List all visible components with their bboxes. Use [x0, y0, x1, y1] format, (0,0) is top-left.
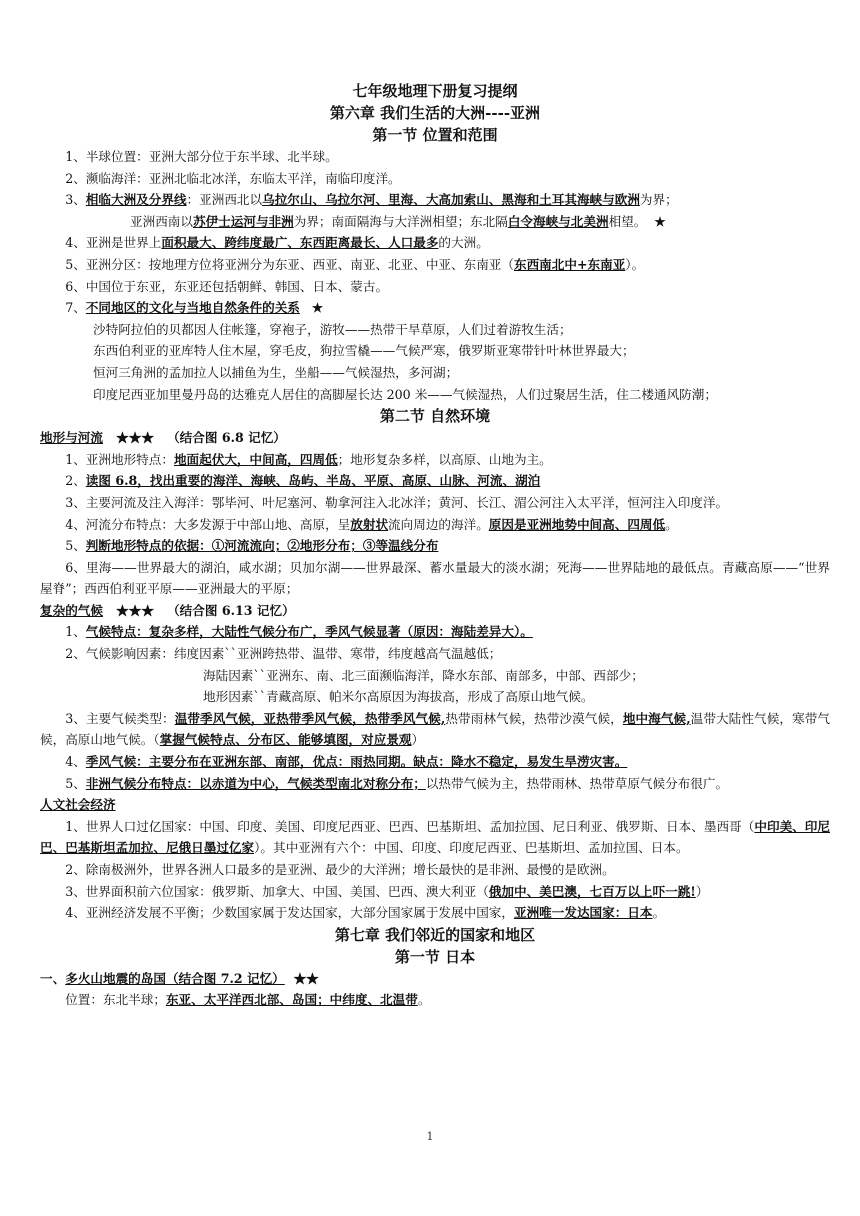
star-icon: ★★★ [116, 430, 154, 446]
item-population-continents: 2、除南极洲外，世界各洲人口最多的是亚洲、最少的大洋洲；增长最快的是非洲、最慢的是欧洲。 [65, 862, 615, 877]
subhead-climate: 复杂的气候 ★★★ （结合图 6.13 记忆） [40, 602, 295, 618]
culture-line-3: 恒河三角洲的孟加拉人以捕鱼为生，坐船——气候湿热，多河湖； [93, 364, 459, 380]
item-africa-climate: 5、非洲气候分布特点：以赤道为中心，气候类型南北对称分布；以热带气候为主，热带雨林、热带草原气候分布很广。 [65, 775, 729, 791]
star-icon: ★★ [293, 970, 319, 986]
item-monsoon: 4、季风气候：主要分布在亚洲东部、南部，优点：雨热同期。缺点：降水不稳定，易发生旱涝灾害。 [65, 754, 628, 770]
chapter-6-title: 第六章 我们生活的大洲----亚洲 [329, 104, 541, 122]
culture-line-4: 印度尼西亚加里曼丹岛的达雅克人居住的高脚屋长达 200 米——气候湿热，人们过聚居生活，住二楼通风防潮； [93, 386, 717, 402]
item-boundaries: 3、相临大洲及分界线：亚洲西北以乌拉尔山、乌拉尔河、里海、大高加索山、黑海和土耳其海峡与欧洲为界； [65, 192, 678, 208]
item-oceans: 2、濒临海洋：亚洲北临北冰洋，东临太平洋，南临印度洋。 [65, 170, 401, 186]
section-japan-title: 第一节 日本 [394, 947, 476, 966]
item-river-pattern: 4、河流分布特点：大多发源于中部山地、高原，呈放射状流向周边的海洋。原因是亚洲地势中间高、四周低。 [65, 516, 678, 532]
document-title: 七年级地理下册复习提纲 [352, 82, 518, 100]
item-read-map: 2、读图 6.8，找出重要的海洋、海峡、岛屿、半岛、平原、高原、山脉、河流、湖泊 [65, 473, 541, 489]
item-rivers: 3、主要河流及注入海洋：鄂毕河、叶尼塞河、勒拿河注入北冰洋；黄河、长江、湄公河注入太平洋，恒河注入印度洋。 [65, 494, 729, 510]
item-climate-features: 1、气候特点：复杂多样，大陆性气候分布广，季风气候显著（原因：海陆差异大）。 [65, 624, 533, 640]
star-icon: ★ [311, 300, 324, 316]
item-climate-factors: 2、气候影响因素：纬度因素``亚洲跨热带、温带、寒带，纬度越高气温越低； [65, 646, 502, 662]
item-climate-types: 3、主要气候类型：温带季风气候，亚热带季风气候，热带季风气候,热带雨林气候，热带沙漠气候，地中海气候,温带大陆性气候，寒带气候，高原山地气候。（掌握气候特点、分布区、能够填图，对应景观） [40, 710, 831, 748]
item-east-asia: 6、中国位于东亚，东亚还包括朝鲜、韩国、日本、蒙古。 [65, 278, 389, 294]
item-population-countries: 1、世界人口过亿国家：中国、印度、美国、印度尼西亚、巴西、巴基斯坦、孟加拉国、尼日利亚、俄罗斯、日本、墨西哥（中印美、印尼巴、巴基斯坦孟加拉、尼俄日墨过亿家）。其中亚洲有六个：中国、印度、印度尼西亚、巴基斯坦、孟加拉国、日本。 [40, 818, 831, 856]
item-hemisphere: 1、半球位置：亚洲大部分位于东半球、北半球。 [65, 149, 338, 164]
chapter-7-title: 第七章 我们邻近的国家和地区 [334, 925, 536, 944]
star-icon: ★ [654, 213, 666, 229]
item-largest-continent: 4、亚洲是世界上面积最大、跨纬度最广、东西距离最长、人口最多的大洲。 [65, 235, 489, 251]
item-terrain: 1、亚洲地形特点：地面起伏大，中间高，四周低；地形复杂多样，以高原、山地为主。 [65, 451, 552, 467]
item-culture: 7、不同地区的文化与当地自然条件的关系 ★ [65, 300, 324, 316]
climate-factor-sea: 海陆因素``亚洲东、南、北三面濒临海洋，降水东部、南部多，中部、西部少； [203, 667, 644, 683]
item-area-countries: 3、世界面积前六位国家：俄罗斯、加拿大、中国、美国、巴西、澳大利亚（俄加中、美巴澳，七百万以上吓一跳!） [65, 883, 709, 899]
subhead-japan: 一、多火山地震的岛国（结合图 7.2 记忆） ★★ [40, 970, 319, 986]
culture-line-2: 东西伯利亚的亚库特人住木屋，穿毛皮，狗拉雪橇——气候严寒，俄罗斯亚寒带针叶林世界最大； [93, 343, 635, 359]
culture-line-1: 沙特阿拉伯的贝都因人住帐篷，穿袍子，游牧——热带干旱草原，人们过着游牧生活； [93, 321, 572, 337]
page-number: 1 [426, 1130, 434, 1143]
item-terrain-basis: 5、判断地形特点的依据：①河流流向；②地形分布；③等温线分布 [65, 538, 439, 554]
star-icon: ★★★ [116, 602, 154, 618]
item-economy: 4、亚洲经济发展不平衡；少数国家属于发达国家，大部分国家属于发展中国家，亚洲唯一发达国家：日本。 [65, 905, 666, 921]
document-body [40, 80, 830, 1011]
item-lakes: 6、里海——世界最大的湖泊，咸水湖；贝加尔湖——世界最深、蓄水量最大的淡水湖；死海——世界陆地的最低点。青藏高原——“世界屋脊”；西西伯利亚平原——亚洲最大的平原； [40, 559, 830, 597]
section-1-title: 第一节 位置和范围 [372, 126, 498, 144]
item-japan-location: 位置：东北半球；东亚、太平洋西北部、岛国；中纬度、北温带。 [65, 992, 431, 1008]
section-2-title: 第二节 自然环境 [379, 407, 491, 426]
item-boundaries-cont: 亚洲西南以苏伊士运河与非洲为界；南面隔海与大洋洲相望；东北隔白令海峡与北美洲相望。 ★ [130, 213, 666, 229]
subhead-human: 人文社会经济 [40, 797, 116, 813]
item-regions: 5、亚洲分区：按地理方位将亚洲分为东亚、西亚、南亚、北亚、中亚、东南亚（东西南北中+东南亚）。 [65, 256, 645, 272]
subhead-terrain: 地形与河流 ★★★ （结合图 6.8 记忆） [40, 430, 286, 446]
climate-factor-terrain: 地形因素``青藏高原、帕米尔高原因为海拔高，形成了高原山地气候。 [203, 689, 594, 705]
